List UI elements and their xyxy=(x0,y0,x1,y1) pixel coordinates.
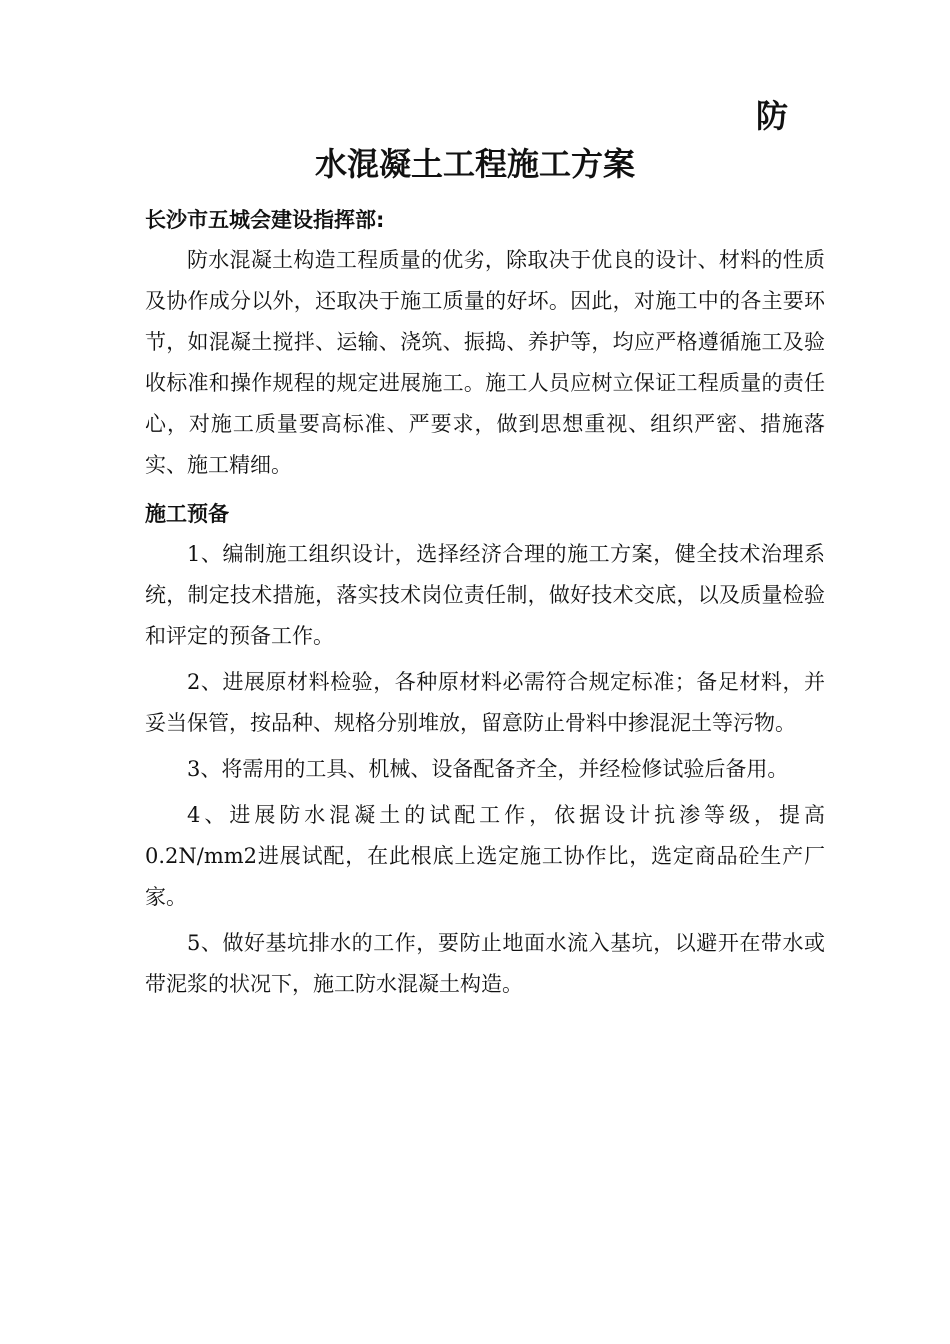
section-heading: 施工预备 xyxy=(145,502,229,526)
document-body xyxy=(145,200,825,1005)
list-item-3: 3、将需用的工具、机械、设备配备齐全，并经检修试验后备用。 xyxy=(187,757,789,781)
list-item-2: 2、进展原材料检验，各种原材料必需符合规定标准；备足材料，并妥当保管，按品种、规格分别堆放，留意防止骨料中掺混泥土等污物。 xyxy=(145,670,825,735)
intro-paragraph: 防水混凝土构造工程质量的优劣，除取决于优良的设计、材料的性质及协作成分以外，还取决于施工质量的好坏。因此，对施工中的各主要环节，如混凝土搅拌、运输、浇筑、振捣、养护等，均应严格遵循施工及验收标准和操作规程的规定进展施工。施工人员应树立保证工程质量的责任心，对施工质量要高标准、严要求，做到思想重视、组织严密、措施落实、施工精细。 xyxy=(145,248,825,477)
document-title-part2: 水混凝土工程施工方案 xyxy=(314,145,635,183)
document-title-part1: 防 xyxy=(756,97,789,135)
list-item-1: 1、编制施工组织设计，选择经济合理的施工方案，健全技术治理系统，制定技术措施，落实技术岗位责任制，做好技术交底，以及质量检验和评定的预备工作。 xyxy=(145,542,825,648)
list-item-5: 5、做好基坑排水的工作，要防止地面水流入基坑，以避开在带水或带泥浆的状况下，施工防水混凝土构造。 xyxy=(145,931,825,996)
list-item-4: 4、进展防水混凝土的试配工作，依据设计抗渗等级，提高0.2N/mm2进展试配，在此根底上选定施工协作比，选定商品砼生产厂家。 xyxy=(145,803,825,909)
addressee-heading: 长沙市五城会建设指挥部: xyxy=(145,208,385,232)
